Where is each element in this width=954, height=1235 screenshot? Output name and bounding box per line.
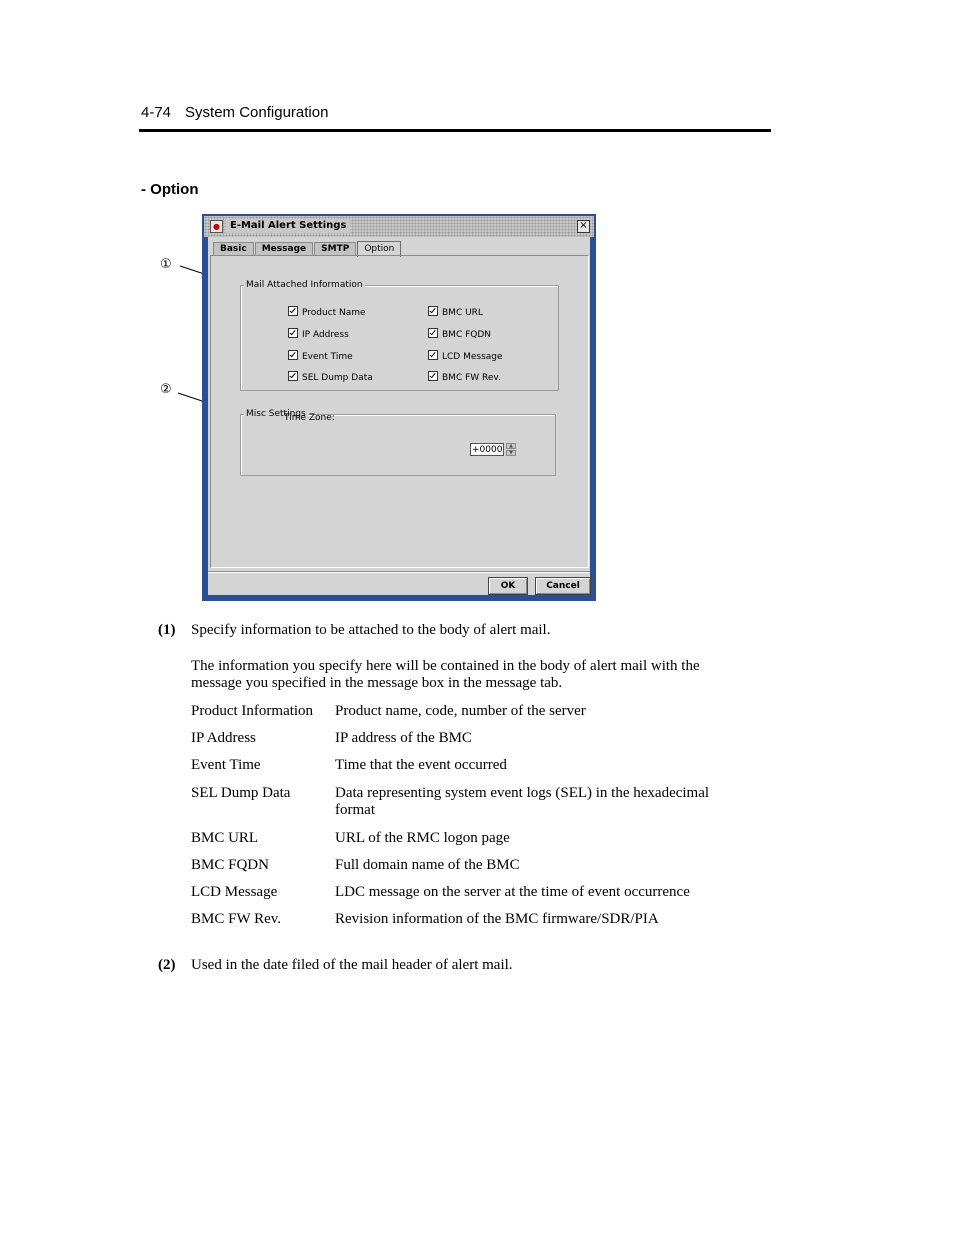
- checked-icon: [288, 350, 298, 360]
- item-2-text: Used in the date filed of the mail header of alert mail.: [191, 957, 513, 973]
- def-desc: URL of the RMC logon page: [335, 830, 510, 846]
- def-term: IP Address: [191, 730, 256, 746]
- def-desc: IP address of the BMC: [335, 730, 472, 746]
- section-title: - Option: [141, 181, 199, 198]
- spinner-up-icon[interactable]: ▲: [506, 443, 516, 449]
- tab-option[interactable]: Option: [357, 241, 401, 257]
- checked-icon: [428, 328, 438, 338]
- close-icon: ×: [579, 220, 588, 231]
- mail-attached-group: [240, 280, 559, 391]
- tab-smtp[interactable]: SMTP: [314, 242, 356, 256]
- item-1-text: Specify information to be attached to the body of alert mail.: [191, 622, 551, 638]
- ok-button[interactable]: OK: [488, 577, 528, 595]
- def-desc: LDC message on the server at the time of event occurrence: [335, 884, 690, 900]
- time-zone-input[interactable]: [470, 443, 504, 456]
- def-desc: Full domain name of the BMC: [335, 857, 520, 873]
- def-term: BMC FQDN: [191, 857, 269, 873]
- close-button[interactable]: [577, 220, 590, 233]
- spinner-down-icon[interactable]: ▼: [506, 450, 516, 456]
- checked-icon: [288, 328, 298, 338]
- def-desc: Data representing system event logs (SEL) in the hexadecimal format: [335, 785, 710, 818]
- def-desc: Product name, code, number of the server: [335, 703, 586, 719]
- header-rule: [139, 129, 771, 132]
- checked-icon: [288, 371, 298, 381]
- checked-icon: [428, 371, 438, 381]
- page-number: 4-74: [141, 104, 172, 121]
- item-1-paragraph: The information you specify here will be contained in the body of alert mail with the message you specified in the message box in the message tab.: [191, 658, 700, 691]
- item-1-number: (1): [158, 622, 176, 638]
- def-desc: Time that the event occurred: [335, 757, 507, 773]
- button-separator: [208, 571, 590, 573]
- checked-icon: [288, 306, 298, 316]
- dialog-client: [208, 237, 590, 595]
- dialog-title: E-Mail Alert Settings: [226, 219, 350, 233]
- checkbox-ip-address[interactable]: IP Address: [288, 328, 349, 341]
- tab-message[interactable]: Message: [255, 242, 313, 256]
- cancel-button[interactable]: Cancel: [535, 577, 591, 595]
- title-bar[interactable]: [204, 216, 594, 237]
- page-header: [141, 104, 328, 121]
- checked-icon: [428, 350, 438, 360]
- def-term: Product Information: [191, 703, 314, 719]
- checkbox-lcd-message[interactable]: LCD Message: [428, 350, 503, 363]
- def-term: BMC URL: [191, 830, 259, 846]
- def-term: BMC FW Rev.: [191, 911, 282, 927]
- tab-bar: [213, 240, 402, 256]
- mail-attached-label: Mail Attached Information: [246, 280, 363, 290]
- tab-basic[interactable]: Basic: [213, 242, 254, 256]
- def-term: SEL Dump Data: [191, 785, 291, 801]
- checkbox-product-name[interactable]: Product Name: [288, 306, 366, 319]
- checked-icon: [428, 306, 438, 316]
- item-2-number: (2): [158, 957, 176, 973]
- option-panel: [210, 255, 589, 568]
- def-term: Event Time: [191, 757, 261, 773]
- checkbox-bmc-url[interactable]: BMC URL: [428, 306, 483, 319]
- checkbox-event-time[interactable]: Event Time: [288, 350, 353, 363]
- app-icon: ●: [210, 220, 223, 233]
- checkbox-bmc-fqdn[interactable]: BMC FQDN: [428, 328, 491, 341]
- header-title: System Configuration: [185, 104, 329, 121]
- checkbox-bmc-fw-rev[interactable]: BMC FW Rev.: [428, 371, 501, 384]
- checkbox-sel-dump-data[interactable]: SEL Dump Data: [288, 371, 373, 384]
- def-desc: Revision information of the BMC firmware/SDR/PIA: [335, 911, 659, 927]
- time-zone-spinner: [470, 443, 516, 456]
- def-term: LCD Message: [191, 884, 278, 900]
- email-alert-settings-dialog: [202, 214, 596, 601]
- callout-2: ②: [160, 382, 172, 397]
- misc-settings-label: Misc Settings: [246, 409, 306, 419]
- callout-1: ①: [160, 257, 172, 272]
- time-zone-label: Time Zone:: [284, 413, 335, 423]
